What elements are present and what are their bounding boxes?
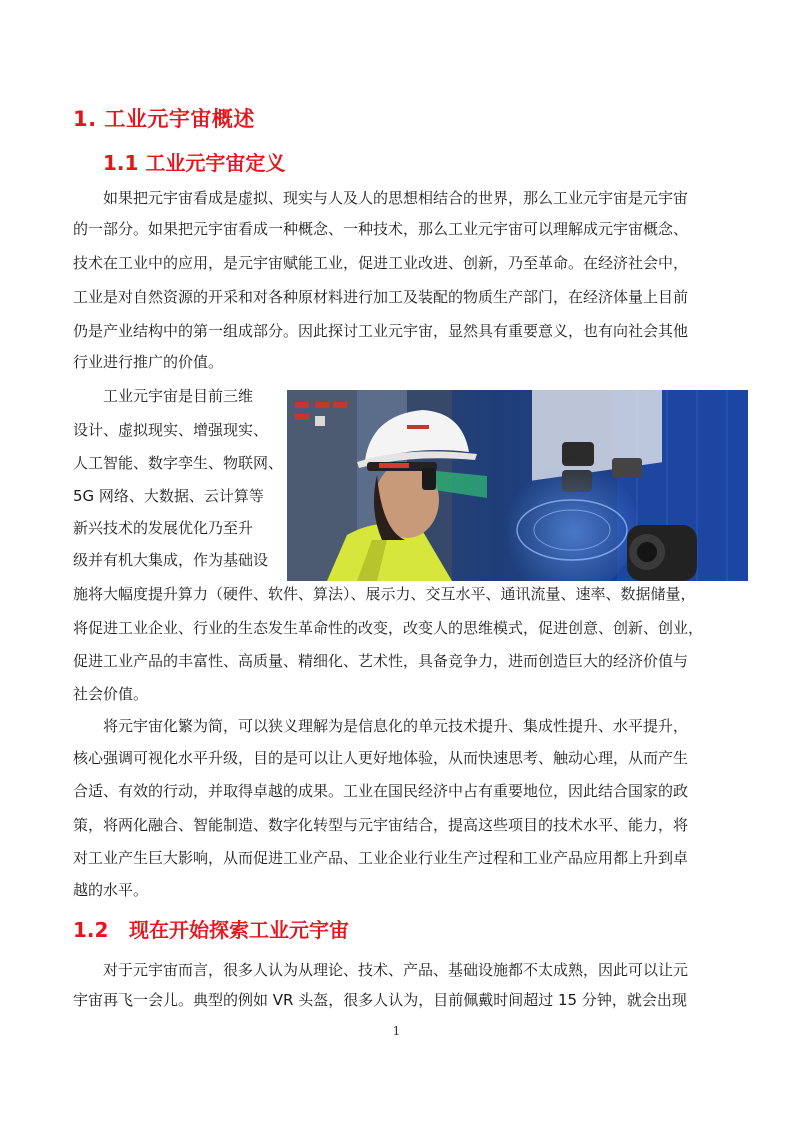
para2-line: 5G 网络、大数据、云计算等: [73, 487, 264, 505]
para1-line: 的一部分。如果把元宇宙看成一种概念、一种技术，那么工业元宇宙可以理解成元宇宙概念、: [73, 220, 689, 238]
para2-line: 将促进工业企业、行业的生态发生革命性的改变，改变人的思维模式，促进创意、创新、创业，: [73, 619, 704, 637]
para3-line: 越的水平。: [73, 881, 149, 899]
para2-line: 工业元宇宙是目前三维: [103, 387, 254, 405]
section-heading-1-2: [73, 914, 349, 943]
para3-line: 合适、有效的行动，并取得卓越的成果。工业在国民经济中占有重要地位，因此结合国家的政: [73, 782, 689, 800]
para2-line: 人工智能、数字孪生、物联网、: [73, 454, 284, 472]
para1-line: 仍是产业结构中的第一组成部分。因此探讨工业元宇宙，显然具有重要意义，也有向社会其他: [73, 322, 689, 340]
para2-line: 新兴技术的发展优化乃至升: [73, 519, 254, 537]
para2-line: 促进工业产品的丰富性、高质量、精细化、艺术性，具备竞争力，进而创造巨大的经济价值与: [73, 652, 689, 670]
section-heading-1-1: 1.1 工业元宇宙定义: [103, 151, 286, 175]
para1-line: 行业进行推广的价值。: [73, 353, 224, 371]
para1-line: 如果把元宇宙看成是虚拟、现实与人及人的思想相结合的世界，那么工业元宇宙是元宇宙: [103, 189, 689, 207]
para2-line: 设计、虚拟现实、增强现实、: [73, 421, 269, 439]
para4-line: 对于元宇宙而言，很多人认为从理论、技术、产品、基础设施都不太成熟，因此可以让元: [103, 961, 689, 979]
para2-line: 级并有机大集成，作为基础设: [73, 551, 269, 569]
section-number: 1.2: [73, 918, 109, 942]
section-title: 现在开始探索工业元宇宙: [129, 918, 349, 942]
para3-line: 将元宇宙化繁为简，可以狭义理解为是信息化的单元技术提升、集成性提升、水平提升，: [103, 717, 689, 735]
ar-worker-photo: [287, 390, 748, 581]
para1-line: 技术在工业中的应用，是元宇宙赋能工业，促进工业改进、创新，乃至革命。在经济社会中，: [73, 254, 689, 272]
para3-line: 核心强调可视化水平升级，目的是可以让人更好地体验，从而快速思考、触动心理，从而产生: [73, 749, 689, 767]
para1-line: 工业是对自然资源的开采和对各种原材料进行加工及装配的物质生产部门，在经济体量上目前: [73, 288, 689, 306]
para3-line: 对工业产生巨大影响，从而促进工业产品、工业企业行业生产过程和工业产品应用都上升到卓: [73, 849, 689, 867]
page-number: 1: [392, 1024, 401, 1038]
para2-line: 施将大幅度提升算力（硬件、软件、算法）、展示力、交互水平、通讯流量、速率、数据储量，: [73, 585, 696, 603]
para2-line: 社会价值。: [73, 685, 149, 703]
ar-worker-illustration: [287, 390, 748, 581]
para4-line: 宇宙再飞一会儿。典型的例如 VR 头盔，很多人认为，目前佩戴时间超过 15 分钟，就会出现: [73, 991, 687, 1009]
para3-line: 策，将两化融合、智能制造、数字化转型与元宇宙结合，提高这些项目的技术水平、能力，将: [73, 816, 689, 834]
section-heading-1: 1. 工业元宇宙概述: [73, 107, 255, 131]
